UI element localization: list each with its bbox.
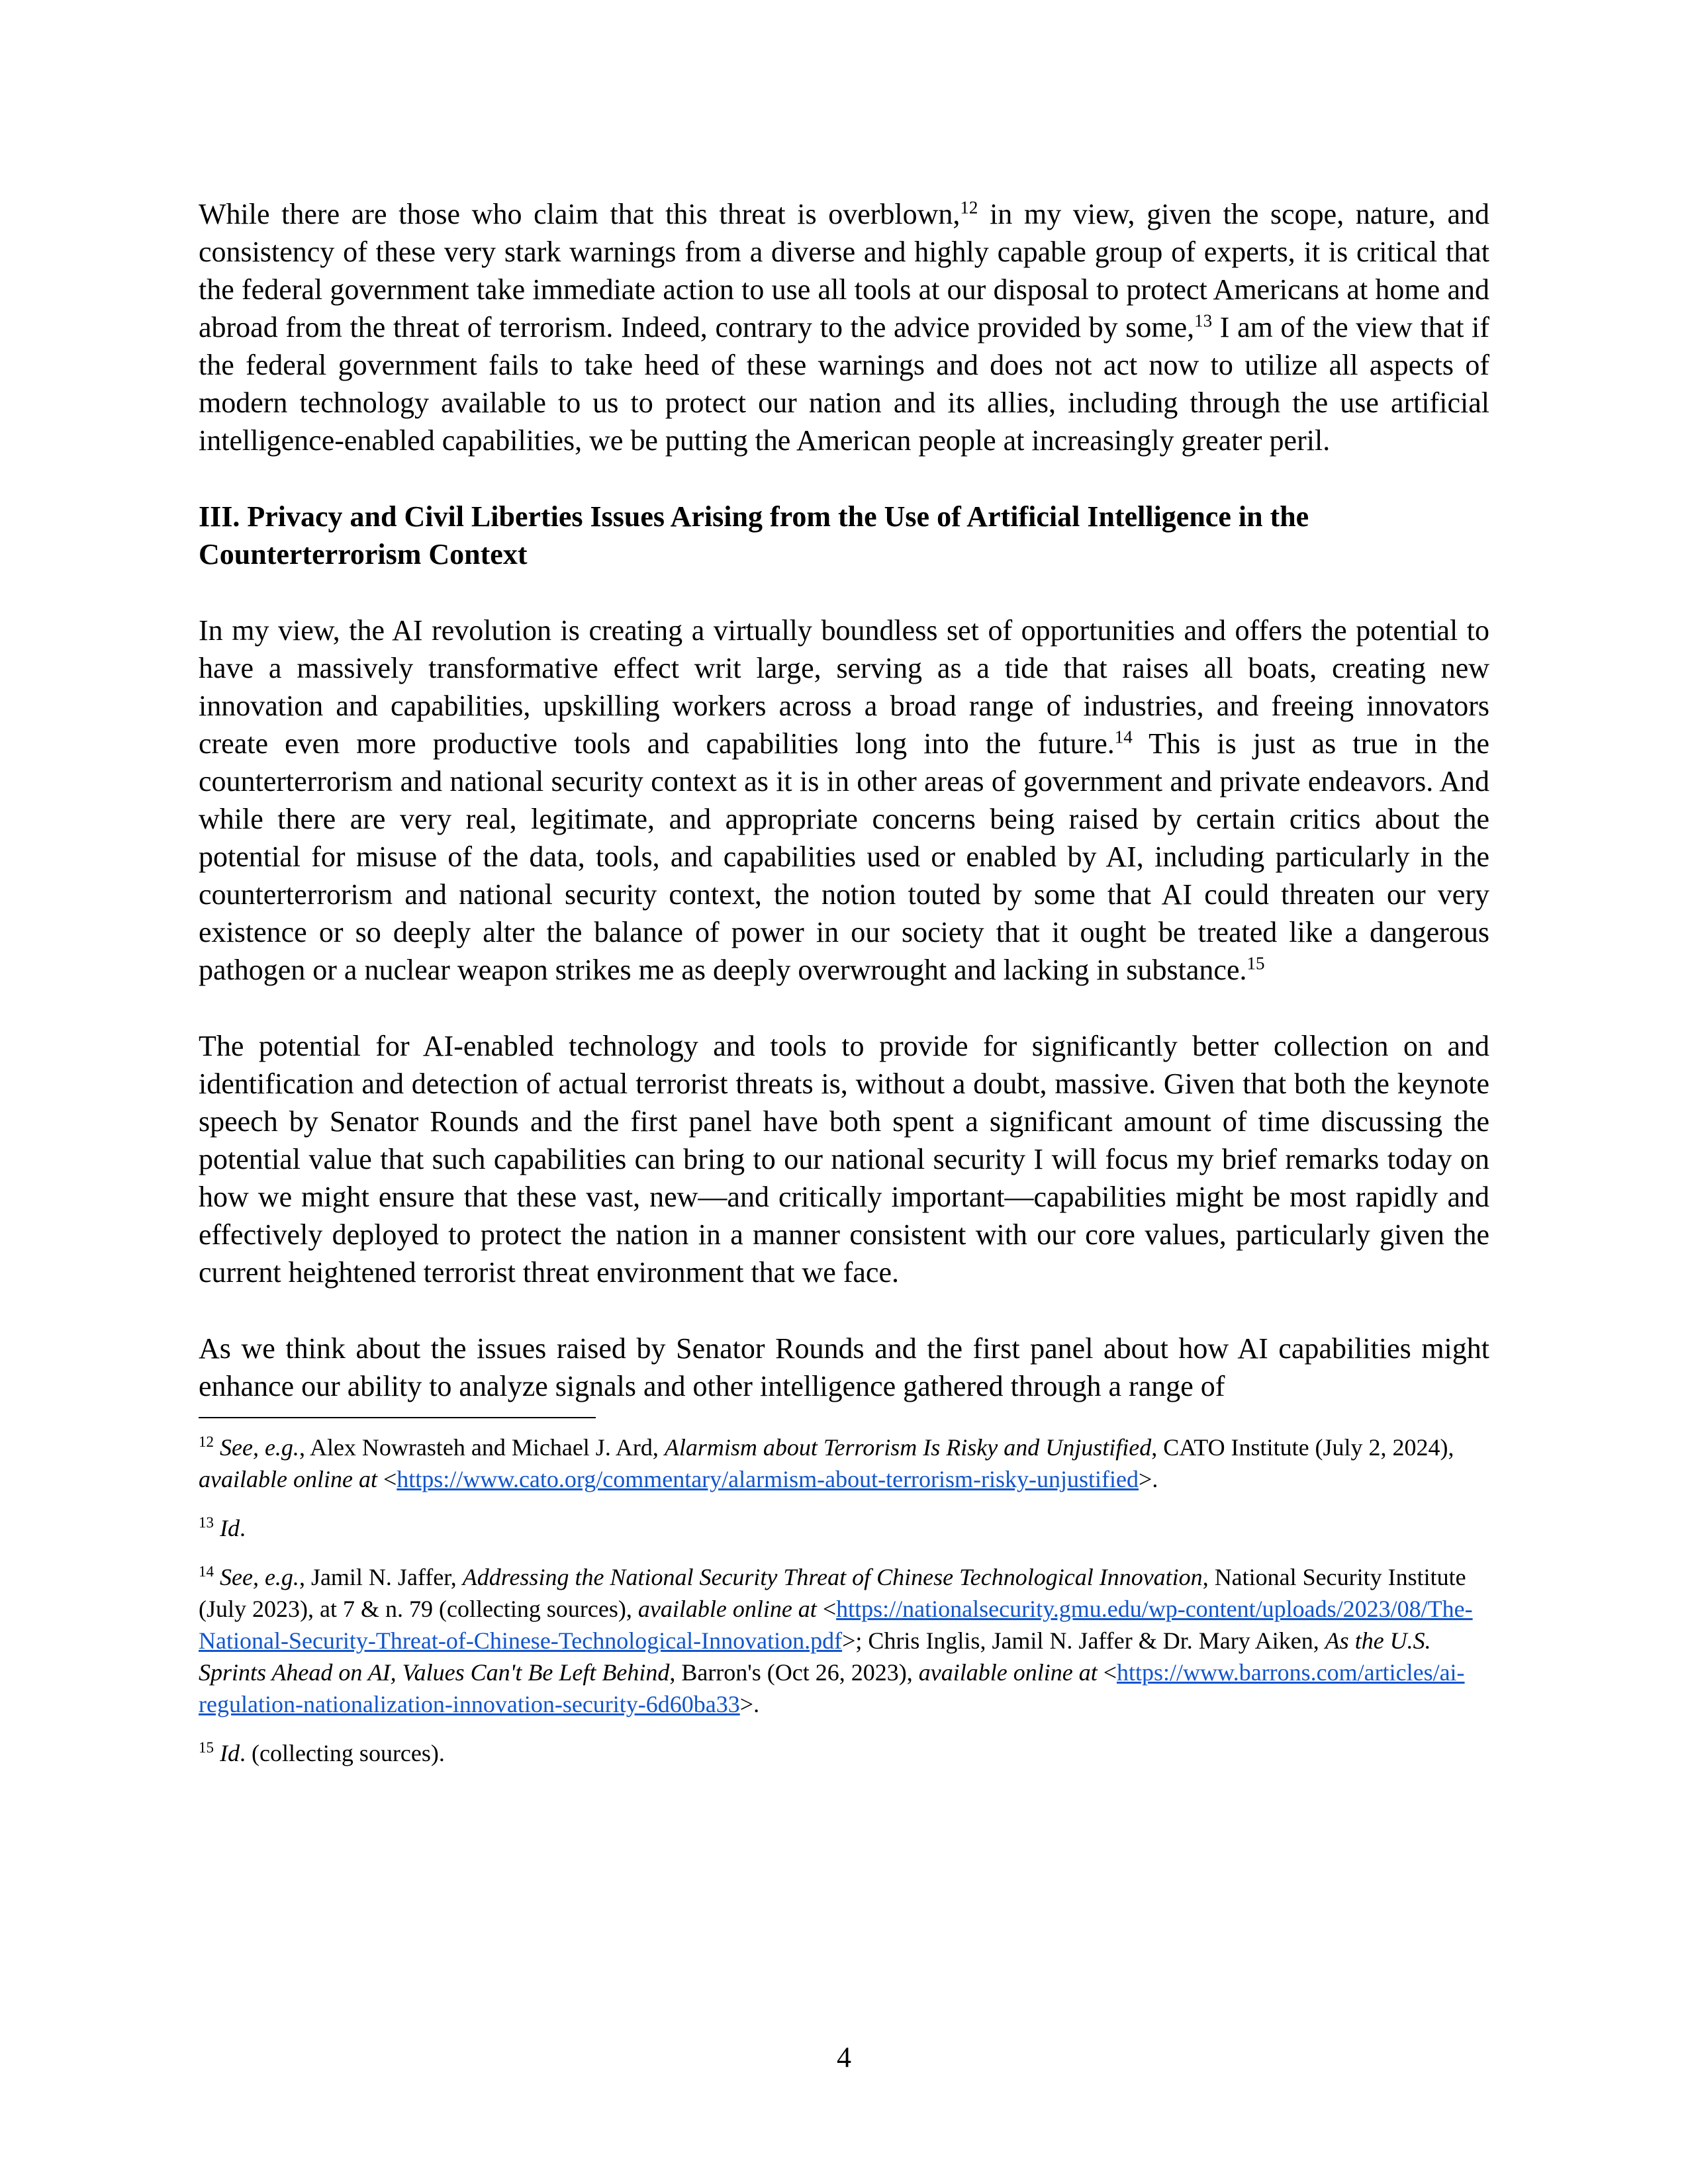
footnote-text: . (collecting sources). <box>240 1740 445 1766</box>
page-number: 4 <box>837 2041 851 2073</box>
footnote-13 <box>199 1512 1489 1544</box>
section-heading: III. Privacy and Civil Liberties Issues Arising from the Use of Artificial Intelligence in the Counterterrorism Context <box>199 500 1309 570</box>
id-citation: Id <box>220 1740 240 1766</box>
paragraph-text: I am of the view that if the federal government fails to take heed of these warnings and does not act now to utilize all aspects of modern technology available to us to protect our nation and its allies, including through the use artificial intelligence-enabled capabilities, we be putting the American people at increasingly greater peril. <box>199 311 1490 457</box>
body-paragraph-3: The potential for AI-enabled technology and tools to provide for significantly better collection on and identification and detection of actual terrorist threats is, without a doubt, massive. Given that both the keynote speech by Senator Rounds and the first panel have both spent a significant amount of time discussing the potential value that such capabilities can bring to our national security I will focus my brief remarks today on how we might ensure that these vast, new—and critically important—capabilities might be most rapidly and effectively deployed to protect the nation in a manner consistent with our core values, particularly given the current heightened terrorist threat environment that we face. <box>199 1030 1489 1289</box>
document-page <box>199 195 1489 1786</box>
footnote-text: >. <box>739 1691 760 1717</box>
citation-title: Alarmism about Terrorism Is Risky and Unjustified <box>664 1434 1152 1461</box>
body-paragraph-2 <box>199 612 1489 989</box>
footnote-number: 13 <box>199 1514 214 1531</box>
citation-title: Addressing the National Security Threat of Chinese Technological Innovation <box>462 1564 1203 1590</box>
cato-link[interactable]: https://www.cato.org/commentary/alarmism-about-terrorism-risky-unjustified <box>397 1466 1139 1492</box>
footnote-text: >. <box>1139 1466 1158 1492</box>
footnote-text: < <box>377 1466 397 1492</box>
available-online-text: available online at <box>637 1596 817 1622</box>
body-paragraph-4: As we think about the issues raised by Senator Rounds and the first panel about how AI capabilities might enhance our ability to analyze signals and other intelligence gathered through a range of <box>199 1332 1489 1402</box>
footnote-text: >; Chris Inglis, Jamil N. Jaffer & Dr. Mary Aiken, <box>842 1627 1325 1654</box>
footnote-text: < <box>816 1596 837 1622</box>
footnote-ref-14[interactable]: 14 <box>1114 727 1133 747</box>
footnote-text: , CATO Institute (July 2, 2024), <box>1151 1434 1454 1461</box>
footnote-12 <box>199 1432 1489 1495</box>
footnote-text: < <box>1097 1659 1117 1686</box>
footnote-14 <box>199 1561 1489 1720</box>
paragraph-text: This is just as true in the counterterrorism and national security context as it is in other areas of government and private endeavors. And while there are very real, legitimate, and appropriate concerns being raised by certain critics about the potential for misuse of the data, tools, and capabilities used or enabled by AI, including particularly in the counterterrorism and national security context, the notion touted by some that AI could threaten our very existence or so deeply alter the balance of power in our society that it ought be treated like a dangerous pathogen or a nuclear weapon strikes me as deeply overwrought and lacking in substance. <box>199 727 1489 986</box>
footnote-text: , Jamil N. Jaffer, <box>299 1564 463 1590</box>
citation-title: As the U.S. Sprints Ahead on AI, Values Can't Be Left Behind <box>199 1627 1431 1686</box>
id-citation: Id <box>220 1515 240 1541</box>
footnote-text: , Alex Nowrasteh and Michael J. Ard, <box>299 1434 665 1461</box>
available-online-text: available online at <box>199 1466 377 1492</box>
footnote-ref-15[interactable]: 15 <box>1246 953 1265 974</box>
available-online-text: available online at <box>918 1659 1098 1686</box>
footnote-number: 14 <box>199 1563 214 1580</box>
paragraph-text: While there are those who claim that this threat is overblown, <box>199 198 961 230</box>
signal-text: See, e.g. <box>220 1564 299 1590</box>
body-paragraph-1 <box>199 195 1489 459</box>
footnote-text: , National Security Institute (July 2023), at 7 & n. 79 (collecting sources), <box>199 1564 1466 1622</box>
footnote-ref-13[interactable]: 13 <box>1194 310 1213 331</box>
footnote-number: 15 <box>199 1739 214 1756</box>
footnote-ref-12[interactable]: 12 <box>960 197 978 218</box>
footnote-number: 12 <box>199 1433 214 1450</box>
gmu-pdf-link[interactable]: https://nationalsecurity.gmu.edu/wp-content/uploads/2023/08/The-National-Security-Threat-of-Chinese-Technological-Innovation.pdf <box>199 1596 1473 1654</box>
barrons-link[interactable]: https://www.barrons.com/articles/ai-regulation-nationalization-innovation-security-6d60ba33 <box>199 1659 1465 1717</box>
footnote-text: . <box>240 1515 246 1541</box>
paragraph-text: In my view, the AI revolution is creating a virtually boundless set of opportunities and offers the potential to have a massively transformative effect writ large, serving as a tide that raises all boats, creating new innovation and capabilities, upskilling workers across a broad range of industries, and freeing innovators create even more productive tools and capabilities long into the future. <box>199 614 1489 760</box>
paragraph-text: in my view, given the scope, nature, and consistency of these very stark warnings from a diverse and highly capable group of experts, it is critical that the federal government take immediate action to use all tools at our disposal to protect Americans at home and abroad from the threat of terrorism. Indeed, contrary to the advice provided by some, <box>199 198 1490 343</box>
signal-text: See, e.g. <box>220 1434 299 1461</box>
footnote-separator <box>199 1417 596 1418</box>
footnote-15 <box>199 1737 1489 1769</box>
footnote-text: , Barron's (Oct 26, 2023), <box>669 1659 919 1686</box>
